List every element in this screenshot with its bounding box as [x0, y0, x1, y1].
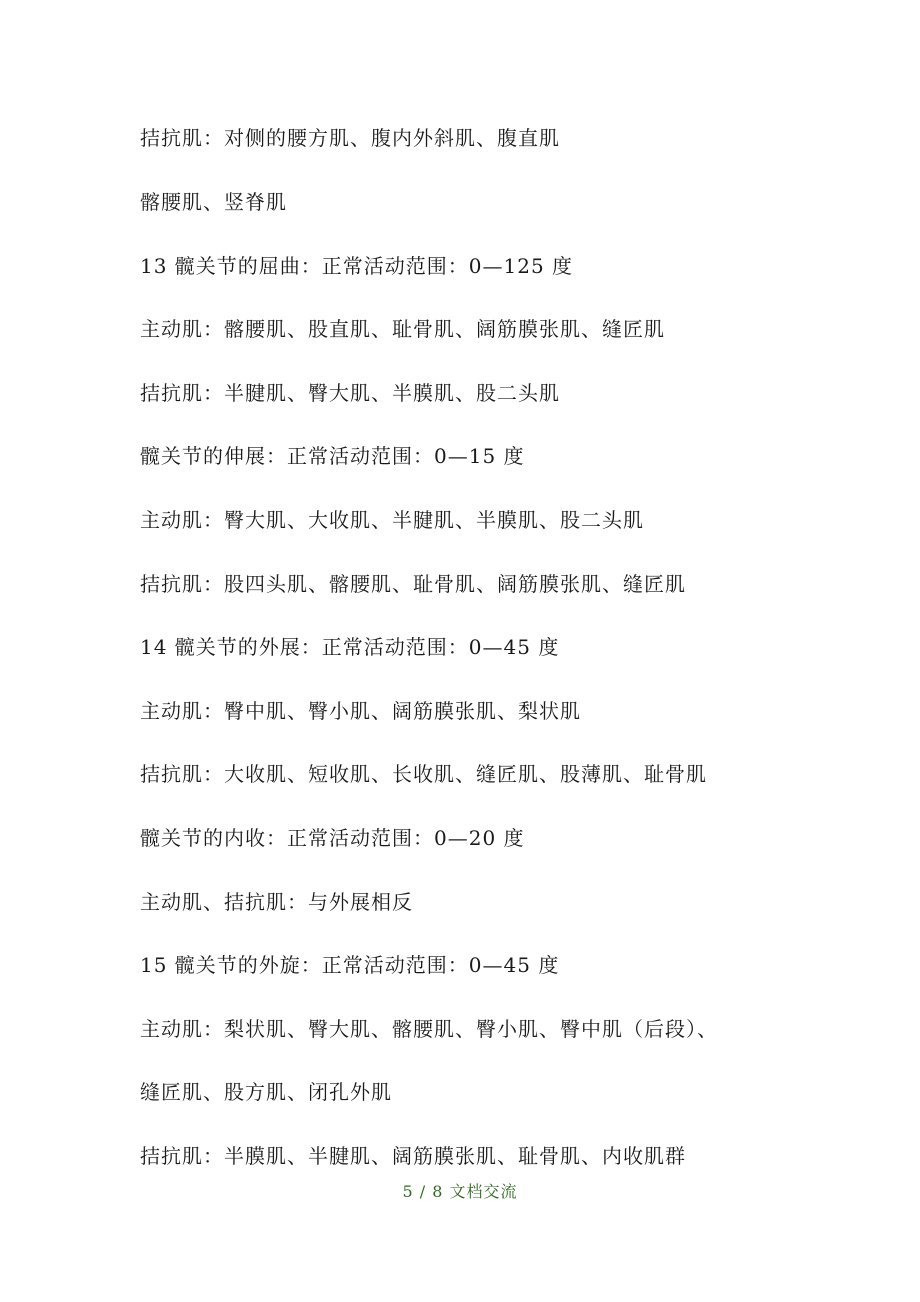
text-line: 主动肌：梨状肌、臀大肌、髂腰肌、臀小肌、臀中肌（后段）、	[140, 1017, 718, 1041]
section-heading: 髋关节的内收：正常活动范围：0—20 度	[140, 826, 525, 850]
page-footer: 5 / 8 文档交流	[402, 1182, 518, 1201]
section-heading: 15 髋关节的外旋：正常活动范围：0—45 度	[140, 953, 560, 977]
text-line: 主动肌、拮抗肌：与外展相反	[140, 890, 413, 914]
text-line: 拮抗肌：半膜肌、半腱肌、阔筋膜张肌、耻骨肌、内收肌群	[140, 1144, 686, 1168]
text-line: 缝匠肌、股方肌、闭孔外肌	[140, 1080, 392, 1104]
section-heading: 14 髋关节的外展：正常活动范围：0—45 度	[140, 635, 560, 659]
text-line: 主动肌：髂腰肌、股直肌、耻骨肌、阔筋膜张肌、缝匠肌	[140, 317, 665, 341]
text-line: 主动肌：臀中肌、臀小肌、阔筋膜张肌、梨状肌	[140, 699, 581, 723]
text-line: 拮抗肌：股四头肌、髂腰肌、耻骨肌、阔筋膜张肌、缝匠肌	[140, 572, 686, 596]
text-line: 拮抗肌：半腱肌、臀大肌、半膜肌、股二头肌	[140, 381, 560, 405]
text-line: 主动肌：臀大肌、大收肌、半腱肌、半膜肌、股二头肌	[140, 508, 644, 532]
section-heading: 髋关节的伸展：正常活动范围：0—15 度	[140, 444, 525, 468]
text-line: 拮抗肌：对侧的腰方肌、腹内外斜肌、腹直肌	[140, 126, 560, 150]
text-line: 髂腰肌、竖脊肌	[140, 190, 287, 214]
section-heading: 13 髋关节的屈曲：正常活动范围：0—125 度	[140, 254, 574, 278]
text-line: 拮抗肌：大收肌、短收肌、长收肌、缝匠肌、股薄肌、耻骨肌	[140, 762, 707, 786]
